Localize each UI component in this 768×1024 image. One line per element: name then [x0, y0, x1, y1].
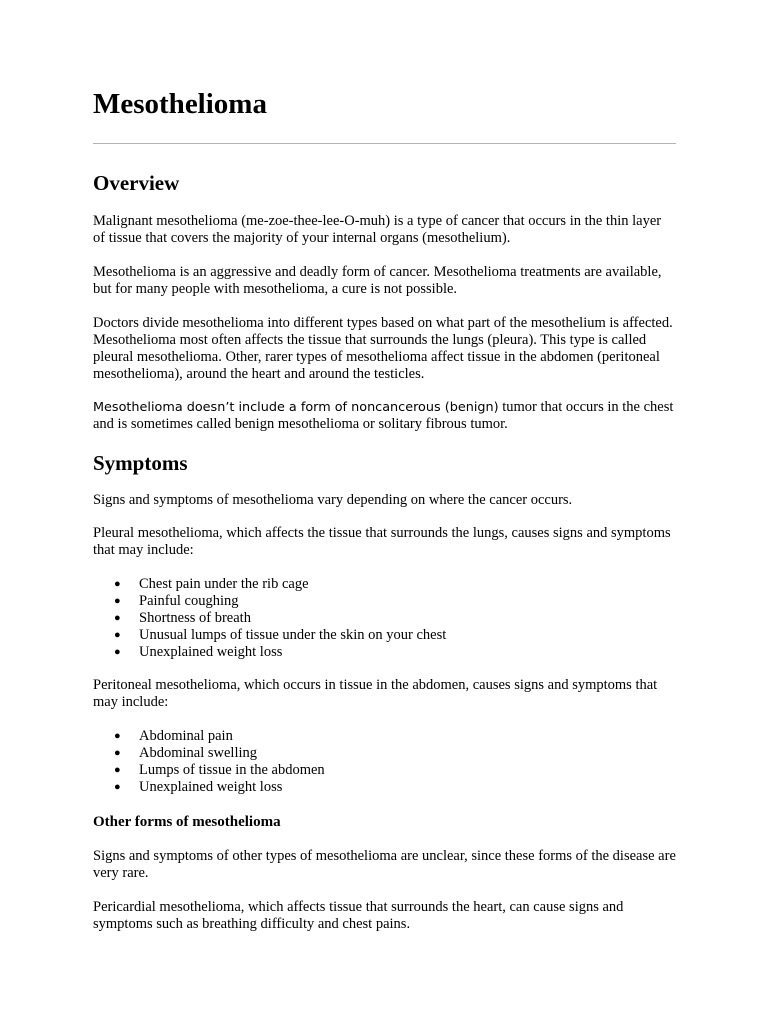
list-item-text: Unexplained weight loss	[139, 779, 283, 795]
bullet-icon: ●	[114, 595, 121, 607]
overview-paragraph-4	[93, 399, 676, 433]
bullet-icon: ●	[114, 781, 121, 793]
bullet-icon: ●	[114, 629, 121, 641]
list-item-text: Abdominal swelling	[139, 745, 258, 761]
bullet-icon: ●	[114, 747, 121, 759]
list-item	[93, 593, 676, 610]
list-item-text: Abdominal pain	[139, 728, 233, 744]
list-item-text: Painful coughing	[139, 593, 239, 609]
pleural-intro: Pleural mesothelioma, which affects the tissue that surrounds the lungs, causes signs and symptoms that may include:	[93, 525, 671, 558]
pleural-symptoms-list	[93, 576, 676, 661]
list-item-text: Chest pain under the rib cage	[139, 576, 309, 592]
page-title: Mesothelioma	[93, 88, 267, 120]
bullet-icon: ●	[114, 578, 121, 590]
list-item	[93, 610, 676, 627]
bullet-icon: ●	[114, 646, 121, 658]
bullet-icon: ●	[114, 730, 121, 742]
list-item	[93, 644, 676, 661]
other-forms-heading: Other forms of mesothelioma	[93, 814, 281, 830]
bullet-icon: ●	[114, 612, 121, 624]
list-item-text: Lumps of tissue in the abdomen	[139, 762, 325, 778]
list-item	[93, 779, 676, 796]
list-item-text: Unexplained weight loss	[139, 644, 283, 660]
overview-heading: Overview	[93, 171, 180, 195]
symptoms-heading: Symptoms	[93, 451, 188, 475]
overview-paragraph-4-part-1: Mesothelioma doesn’t include a form of noncancerous (benign)	[93, 400, 499, 415]
list-item-text: Shortness of breath	[139, 610, 251, 626]
symptoms-intro: Signs and symptoms of mesothelioma vary depending on where the cancer occurs.	[93, 492, 573, 508]
list-item	[93, 728, 676, 745]
other-forms-paragraph-1: Signs and symptoms of other types of mesothelioma are unclear, since these forms of the disease are very rare.	[93, 848, 676, 881]
list-item	[93, 627, 676, 644]
peritoneal-intro: Peritoneal mesothelioma, which occurs in tissue in the abdomen, causes signs and symptoms that may include:	[93, 677, 658, 710]
bullet-icon: ●	[114, 764, 121, 776]
list-item	[93, 762, 676, 779]
other-forms-paragraph-2: Pericardial mesothelioma, which affects tissue that surrounds the heart, can cause signs and symptoms such as breathing difficulty and chest pains.	[93, 899, 624, 932]
overview-paragraph-4-part-2: tumor that occurs in the chest and is sometimes called benign mesothelioma or solitary fibrous tumor.	[93, 399, 674, 432]
peritoneal-symptoms-list	[93, 728, 676, 796]
overview-paragraph-1: Malignant mesothelioma (me-zoe-thee-lee-O-muh) is a type of cancer that occurs in the thin layer of tissue that covers the majority of your internal organs (mesothelium).	[93, 213, 662, 246]
overview-paragraph-2: Mesothelioma is an aggressive and deadly form of cancer. Mesothelioma treatments are available, but for many people with mesothelioma, a cure is not possible.	[93, 264, 662, 297]
overview-paragraph-3: Doctors divide mesothelioma into different types based on what part of the mesothelium is affected. Mesothelioma most often affects the tissue that surrounds the lungs (pleura). This type is called pleural mesothelioma. Other, rarer types of mesothelioma affect tissue in the abdomen (peritoneal mesothelioma), around the heart and around the testicles.	[93, 315, 673, 382]
list-item	[93, 576, 676, 593]
list-item-text: Unusual lumps of tissue under the skin on your chest	[139, 627, 447, 643]
list-item	[93, 745, 676, 762]
title-divider	[93, 143, 676, 144]
